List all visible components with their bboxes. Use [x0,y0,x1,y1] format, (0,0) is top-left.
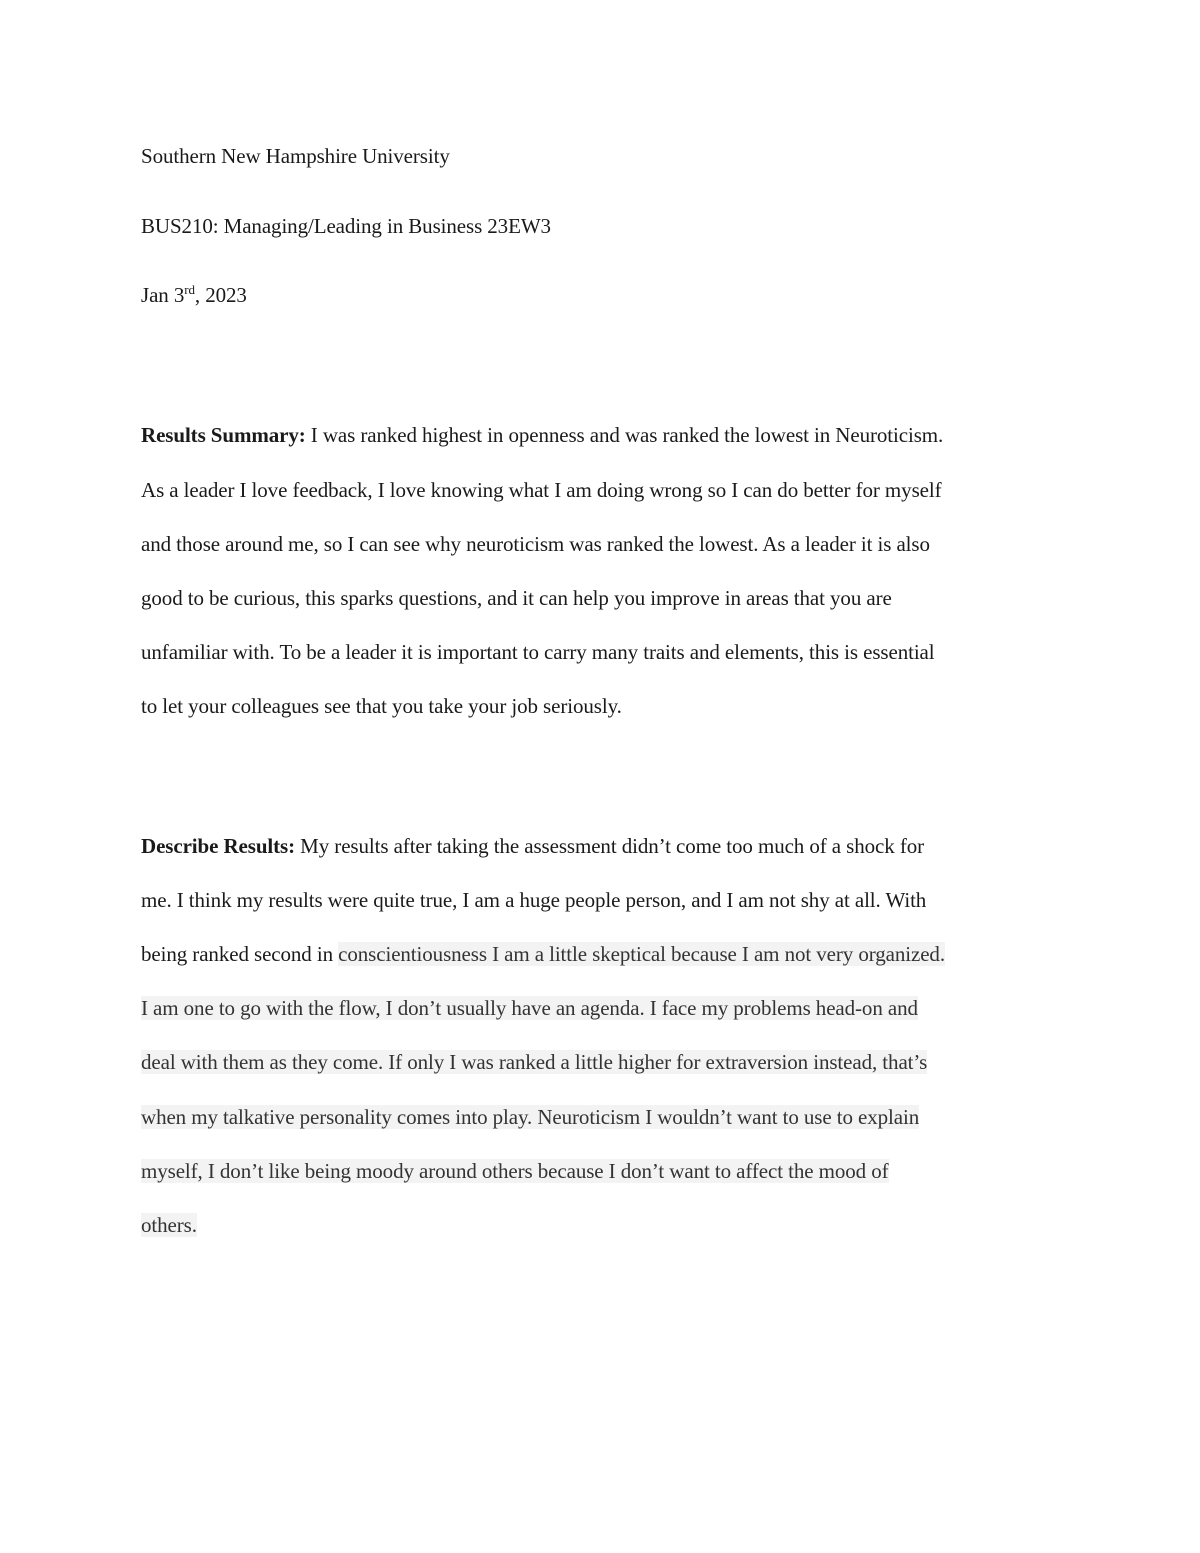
describe-results-text: being ranked second in [141,942,339,966]
highlighted-text: I am one to go with the flow, I don’t usually have an agenda. I face my problems head-on and [141,996,918,1020]
describe-results-line-3 [141,940,945,968]
describe-results-line-7 [141,1157,889,1185]
results-summary-text: I was ranked highest in openness and was ranked the lowest in Neuroticism. [305,423,944,447]
results-summary-label: Results Summary: [141,423,306,447]
results-summary-line-3: and those around me, so I can see why neuroticism was ranked the lowest. As a leader it is also [141,532,930,556]
highlighted-text: others. [141,1213,197,1237]
results-summary-line-4: good to be curious, this sparks questions, and it can help you improve in areas that you are [141,586,892,610]
date-ordinal-suffix: rd [184,282,195,297]
describe-results-label: Describe Results: [141,834,296,858]
describe-results-line-8 [141,1211,197,1239]
results-summary-line-1 [141,421,943,449]
describe-results-line-1 [141,832,924,860]
institution-line: Southern New Hampshire University [141,144,450,168]
date-line [141,281,247,309]
highlighted-text: conscientiousness I am a little skeptical because I am not very organized. [338,942,945,966]
results-summary-line-6: to let your colleagues see that you take your job seriously. [141,694,622,718]
highlighted-text: myself, I don’t like being moody around others because I don’t want to affect the mood of [141,1159,889,1183]
describe-results-line-5 [141,1048,927,1076]
describe-results-text: My results after taking the assessment didn’t come too much of a shock for [295,834,925,858]
date-text: Jan 3 [141,283,185,307]
results-summary-line-2: As a leader I love feedback, I love knowing what I am doing wrong so I can do better for myself [141,478,942,502]
describe-results-line-4 [141,994,918,1022]
describe-results-line-6 [141,1103,919,1131]
results-summary-line-5: unfamiliar with. To be a leader it is important to carry many traits and elements, this is essential [141,640,935,664]
course-line: BUS210: Managing/Leading in Business 23EW3 [141,214,551,238]
date-year: , 2023 [194,283,247,307]
highlighted-text: when my talkative personality comes into play. Neuroticism I wouldn’t want to use to explain [141,1105,920,1129]
describe-results-line-2: me. I think my results were quite true, I am a huge people person, and I am not shy at all. With [141,888,927,912]
highlighted-text: deal with them as they come. If only I was ranked a little higher for extraversion instead, that’s [141,1050,928,1074]
